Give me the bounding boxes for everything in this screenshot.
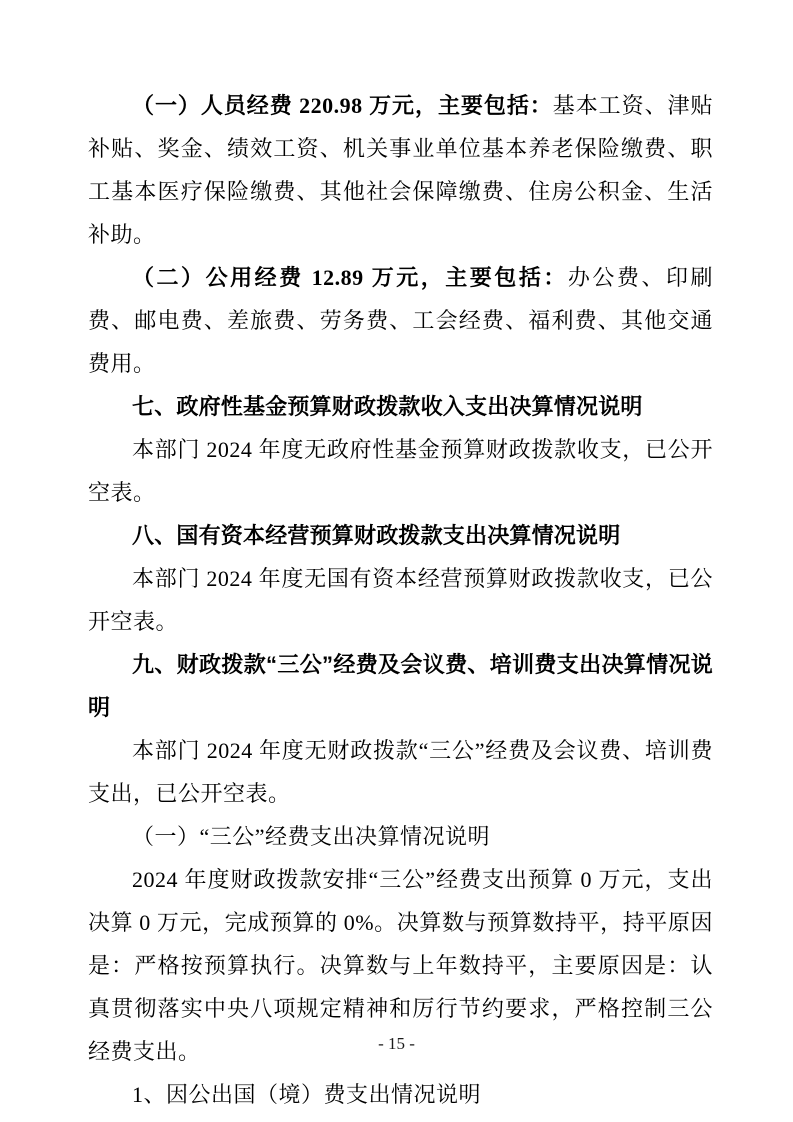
- paragraph-section-7-body: 本部门 2024 年度无政府性基金预算财政拨款收支，已公开空表。: [88, 437, 713, 505]
- subheading-overseas-travel-expense: 1、因公出国（境）费支出情况说明: [132, 1082, 482, 1107]
- paragraph-three-public-expense-body: 2024 年度财政拨款安排“三公”经费支出预算 0 万元，支出决算 0 万元，完成预算的 0%。决算数与预算数持平，持平原因是：严格按预算执行。决算数与上年数持平，主要原因是：认真贯彻落实中央八项规定精神和厉行节约要求，严格控制三公经费支出。: [88, 867, 713, 1064]
- public-expense-lead: （二）公用经费 12.89 万元，主要包括：: [132, 265, 568, 290]
- page-number: - 15 -: [378, 1034, 415, 1053]
- paragraph-public-expense: [88, 256, 713, 385]
- personnel-expense-lead: （一）人员经费 220.98 万元，主要包括：: [132, 93, 553, 118]
- paragraph-section-9-body: 本部门 2024 年度无财政拨款“三公”经费及会议费、培训费支出，已公开空表。: [88, 738, 713, 806]
- document-content: [88, 84, 713, 1116]
- public-expense-text: 办公费、印刷费、邮电费、差旅费、劳务费、工会经费、福利费、其他交通费用。: [88, 265, 713, 376]
- heading-section-8: 八、国有资本经营预算财政拨款支出决算情况说明: [132, 523, 621, 548]
- personnel-expense-text: 基本工资、津贴补贴、奖金、绩效工资、机关事业单位基本养老保险缴费、职工基本医疗保险缴费、其他社会保障缴费、住房公积金、生活补助。: [88, 93, 713, 247]
- page-footer: [0, 1032, 793, 1056]
- subheading-three-public-expense: （一）“三公”经费支出决算情况说明: [132, 824, 491, 849]
- heading-section-7: 七、政府性基金预算财政拨款收入支出决算情况说明: [132, 394, 643, 419]
- paragraph-section-8-body: 本部门 2024 年度无国有资本经营预算财政拨款收支，已公开空表。: [88, 566, 713, 634]
- paragraph-personnel-expense: [88, 84, 713, 256]
- heading-section-9: 九、财政拨款“三公”经费及会议费、培训费支出决算情况说明: [88, 652, 713, 720]
